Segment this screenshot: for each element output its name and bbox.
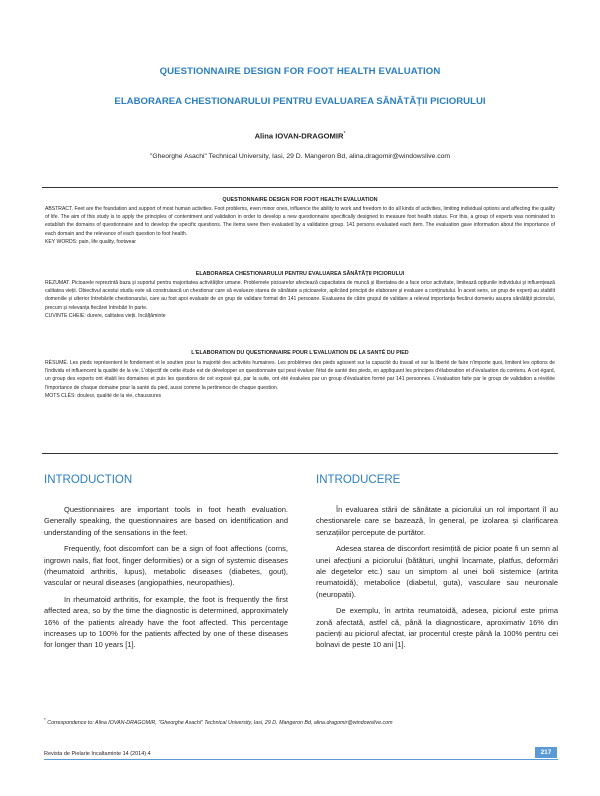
intro-en-column (44, 504, 288, 656)
author (0, 131, 600, 141)
author-name: Alina IOVAN-DRAGOMIR (254, 131, 344, 141)
abstract-ro-keywords: CUVINTE CHEIE: durere, calitatea vieții, încălțăminte (45, 312, 166, 319)
intro-en-paragraph: Frequently, foot discomfort can be a sign of foot affections (corns, ingrown nails, flat foot, finger deformities) or a sign of systemic diseases (rheumatoid arthritis, lupus), metabolic diseases (diabetes, gout), vascular or neural diseases (angiopathies, neuropathies). (44, 544, 288, 588)
footer-rule (44, 759, 558, 760)
abstract-en-keywords: KEY WORDS: pain, life quality, footwear (45, 238, 136, 245)
abstract-ro (45, 279, 555, 320)
journal-citation: Revista de Pielarie Incaltaminte 14 (2014) 4 (44, 751, 151, 757)
author-mark: * (343, 131, 346, 137)
abstract-en-heading: QUESTIONNAIRE DESIGN FOR FOOT HEALTH EVALUATION (222, 197, 378, 203)
abstract-en-body: ABSTRACT. Feet are the foundation and support of most human activities. Foot problems, even minor ones, influence the ability to work and freedom to do all kinds of activities, limiting individual options and affecting the quality of life. The aim of this study is to apply the principles of contentment and validation in order to develop a new questionnaire specifically designed to measure foot health status. For this, a group of experts was nominated to establish the domains of questionnaire and to develop the specific questions. The items were then evaluated by a validation group. 141 persons evaluated each item. The evaluation gave information about the importance of each domain and the relevance of each question to foot health. (45, 206, 555, 237)
divider-top (42, 187, 558, 188)
footnote-text: Correspondence to: Alina IOVAN-DRAGOMIR, "Gheorghe Asachi" Technical University, Iasi, 29 D. Mangeron Bd, alina.dragomir@windowslive.com (47, 719, 393, 726)
affiliation: "Gheorghe Asachi" Technical University, Iasi, 29 D. Mangeron Bd, alina.dragomir@windowslive.com (149, 153, 451, 160)
footnote-mark: * (44, 717, 46, 722)
title-romanian: ELABORAREA CHESTIONARULUI PENTRU EVALUAREA SĂNĂTĂȚII PICIORULUI (114, 96, 486, 107)
intro-ro-heading: INTRODUCERE (316, 474, 401, 486)
title-english: QUESTIONNAIRE DESIGN FOR FOOT HEALTH EVALUATION (159, 66, 441, 77)
abstract-en (45, 205, 555, 246)
intro-en-heading: INTRODUCTION (44, 474, 133, 486)
abstract-fr (45, 359, 555, 400)
page-number: 217 (535, 747, 557, 758)
abstract-fr-heading: L'ELABORATION DU QUESTIONNAIRE POUR L'EVALUATION DE LA SANTÉ DU PIED (191, 350, 409, 356)
abstract-ro-body: REZUMAT. Picioarele reprezintă baza și suportul pentru majoritatea activităților umane. Problemele picioarelor afectează capacitatea de muncă și libertatea de a face orice activitate, limitează opțiunile individului și influențează calitatea vieții. Obiectivul acestui studiu este să construiască un chestionar care să evalueze starea de sănătate a picioarelor, aplicând principii de elaborare și evaluare a conținutului. În acest sens, un grup de experți au stabilit domeniile și ulterior întrebările chestionarului, care au fost apoi evaluate de un grup de validare format din 141 persoane. Evaluarea de către grupul de validare a relevat importanța fiecărui domeniu asupra sănătății piciorului, precum și relevanța fiecărei întrebări în parte. (45, 280, 555, 311)
intro-en-paragraph: Questionnaires are important tools in foot heath evaluation. Generally speaking, the questionnaires are based on identification and understanding of the sensations in the feet. (44, 505, 288, 537)
footnote (44, 717, 564, 726)
abstract-fr-body: RÉSUMÉ. Les pieds représentent le fondement et le soutien pour la majorité des activités humaines. Les problèmes des pieds agissent sur la capacité du travail et sur la liberté de faire n'importe quoi, limitent les options de l'individu et influencent la qualité de la vie. L'objectif de cette étude est de développer un questionnaire qui peut évaluer l'état de santé des pieds, en appliquant les principes d'élaboration et d'évaluation du contenu. A cet égard, un group des experts ont établi les domaines et puis les questions de cet exposé qui, par la suite, ont été évaluées par un group d'évaluation formé par 141 personnes. L'évaluation faite par le group de validation a révélée l'importance de chaque domaine pour la santé du pied, aussi comme la pertinence de chaque question. (45, 360, 555, 391)
abstract-ro-heading: ELABORAREA CHESTIONARULUI PENTRU EVALUAREA SĂNĂTĂȚII PICIORULUI (195, 271, 405, 277)
intro-ro-column (316, 504, 558, 656)
intro-en-paragraph: In rheumatoid arthritis, for example, the foot is frequently the first affected area, so by the time the diagnostic is determined, approximately 16% of the patients already have the foot affected. This percentage increases up to 100% for the patients affected by one of these diseases for longer than 10 years [1]. (44, 594, 288, 650)
intro-ro-paragraph: În evaluarea stării de sănătate a piciorului un rol important îl au chestionarele care se bazează, în general, pe izolarea și clarificarea senzațiilor percepute de purtător. (316, 505, 558, 537)
intro-ro-paragraph: De exemplu, în artrita reumatoidă, adesea, piciorul este prima zonă afectată, astfel că, până la diagnosticare, aproximativ 16% din pacienți au piciorul afectat, iar procentul crește până la 100% pentru cei bolnavi de peste 10 ani [1]. (316, 606, 558, 650)
abstract-fr-keywords: MOTS CLÉS: douleur, qualité de la vie, chaussures (45, 392, 162, 399)
divider-bottom (42, 453, 558, 454)
intro-ro-paragraph: Adesea starea de disconfort resimțită de picior poate fi un semn al unei afecțiuni a piciorului (bătături, unghii încarnate, platfus, deformări ale degetelor etc.) sau un simptom al unei boli sistemice (artrita reumatoidă), metabolice (diabetul, guta), vasculare sau neuronale (neuropatii). (316, 544, 558, 599)
